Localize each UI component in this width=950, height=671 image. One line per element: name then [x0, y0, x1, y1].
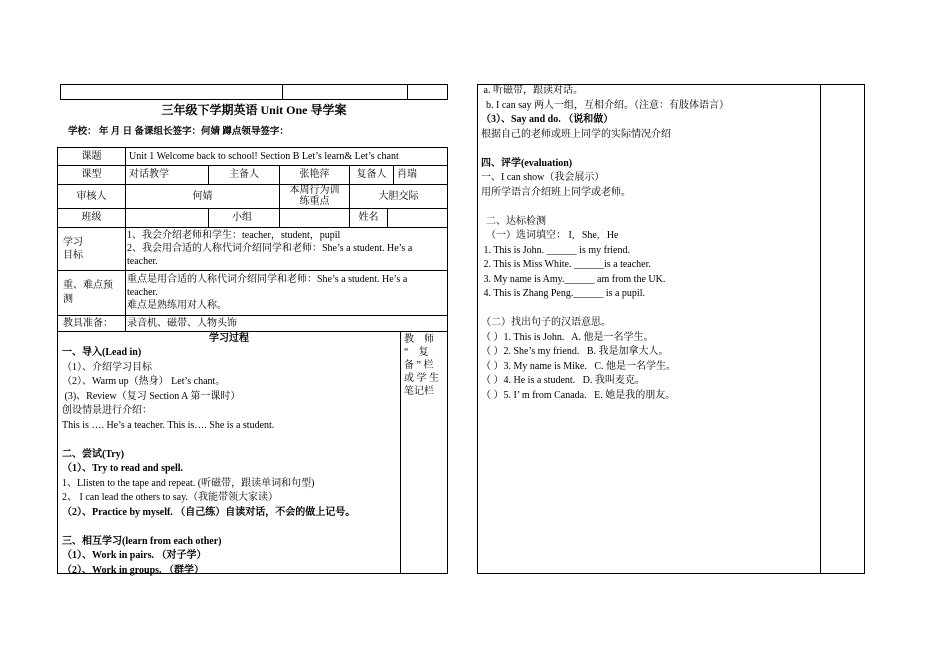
review-prep-label: 复备人	[356, 169, 387, 180]
text-line: （1）、Try to read and spell.	[62, 463, 184, 474]
text-line: This is …. He’s a teacher. This is…. She is a student.	[62, 419, 275, 431]
text-line	[481, 302, 817, 317]
text-line: （2）、Warm up（热身） Let’s chant。	[62, 376, 226, 387]
text-line: 二、达标检测	[481, 215, 546, 227]
notes-col-line: “ 复	[404, 347, 429, 358]
goals-label: 学习 目标	[63, 237, 83, 261]
info-line: 学校： 年 月 日 备课组长签字：何婧 蹲点领导签字：	[68, 127, 289, 137]
text-line	[62, 433, 398, 448]
text-line: a. 听磁带，跟读对话。	[481, 85, 583, 96]
doc-title: 三年级下学期英语 Unit One 导学案	[161, 103, 347, 117]
review-prep-value: 肖瑞	[397, 169, 417, 180]
text-line: （ ）1. This is John. A. 他是一名学生。	[481, 331, 654, 343]
week-focus-label: 本周行为训 练重点	[289, 185, 340, 207]
text-line: 一、I can show（我会展示）	[481, 172, 605, 183]
text-line: 4. This is Zhang Peng.______ is a pupil.	[481, 288, 645, 299]
text-line: 二、尝试(Try)	[62, 448, 125, 460]
name-label: 姓名	[358, 212, 379, 223]
text-line: （1）、Work in pairs. （对子学）	[62, 550, 207, 561]
text-line: （一）选词填空： I, She, He	[481, 230, 619, 241]
text-line: （2）、Practice by myself. （自己练）自读对话，不会的做上记号。	[62, 506, 356, 518]
tools-value: 录音机、磁带、人物头饰	[127, 317, 237, 329]
key-points-label: 重、难点预 测	[63, 280, 113, 305]
tools-label: 教具准备：	[63, 317, 113, 329]
checker-value: 何婧	[192, 190, 213, 202]
main-prep-value: 张艳萍	[299, 169, 330, 180]
process-header: 学习过程	[209, 333, 249, 344]
notes-col-line: 或 学 生	[404, 373, 439, 384]
week-focus-value: 大胆交际	[378, 190, 419, 202]
text-line	[481, 142, 817, 157]
text-line	[62, 520, 398, 535]
text-line: 2. This is Miss White. ______is a teacher.	[481, 259, 651, 270]
topic-label: 课题	[81, 150, 102, 162]
text-line: 创设情景进行介绍：	[62, 405, 152, 416]
text-line: b. I can say 两人一组，互相介绍。（注意：有肢体语言）	[481, 99, 730, 111]
text-line: （ ）5. I’ m from Canada. E. 她是我的朋友。	[481, 389, 676, 401]
right-body	[481, 84, 817, 403]
notes-col-line: 教 师	[404, 334, 434, 345]
type-value: 对话教学	[129, 169, 169, 180]
text-line: 用所学语言介绍班上同学或老师。	[481, 186, 631, 198]
notes-col-line: 笔记栏	[404, 386, 434, 397]
main-prep-label: 主备人	[229, 169, 259, 180]
class-label: 班级	[81, 212, 102, 223]
text-line: （2）、Work in groups. （群学）	[62, 564, 205, 576]
text-line: 根据自己的老师或班上同学的实际情况介绍	[481, 128, 671, 140]
text-line: 四、评学(evaluation)	[481, 157, 573, 169]
text-line: 3. My name is Amy.______ am from the UK.	[481, 273, 666, 285]
text-line: 1. This is John. ______ is my friend.	[481, 244, 630, 256]
text-line	[481, 200, 817, 215]
process-body	[62, 346, 398, 578]
text-line: （二）找出句子的汉语意思。	[481, 317, 611, 328]
text-line: 三、相互学习(learn from each other)	[62, 535, 222, 547]
checker-label: 审核人	[76, 190, 107, 202]
group-label: 小组	[232, 212, 252, 223]
text-line: （1）、介绍学习目标	[62, 361, 152, 373]
text-line: （ ）2. She’s my friend. B. 我是加拿大人。	[481, 346, 669, 357]
text-line: （ ）4. He is a student. D. 我叫麦克。	[481, 375, 645, 386]
text-line: 一、导入(Lead in)	[62, 347, 142, 358]
text-line: （3）、Say and do. （说和做）	[481, 114, 614, 125]
notes-column	[404, 333, 446, 398]
text-line: 1、Llisten to the tape and repeat. (听磁带，跟读单词和句型)	[62, 477, 315, 489]
goals-text: 1、我会介绍老师和学生：teacher，student，pupil 2、我会用合适的人称代词介绍同学和老师：She’s a student. He’s a teacher.	[127, 230, 413, 267]
text-line: (3)、Review（复习 Section A 第一课时）	[62, 390, 241, 402]
key-points-text: 重点是用合适的人称代词介绍同学和老师：She’s a student. He’s a teacher. 难点是熟练用对人称。	[127, 274, 408, 311]
type-label: 课型	[81, 169, 102, 180]
notes-col-line: 备 ” 栏	[404, 360, 434, 371]
text-line: （ ）3. My name is Mike. C. 他是一名学生。	[481, 360, 676, 372]
text-line: 2、 I can lead the others to say.（我能带领大家读）	[62, 492, 278, 503]
topic-value: Unit 1 Welcome back to school! Section B Let’s learn& Let’s chant	[129, 150, 399, 162]
